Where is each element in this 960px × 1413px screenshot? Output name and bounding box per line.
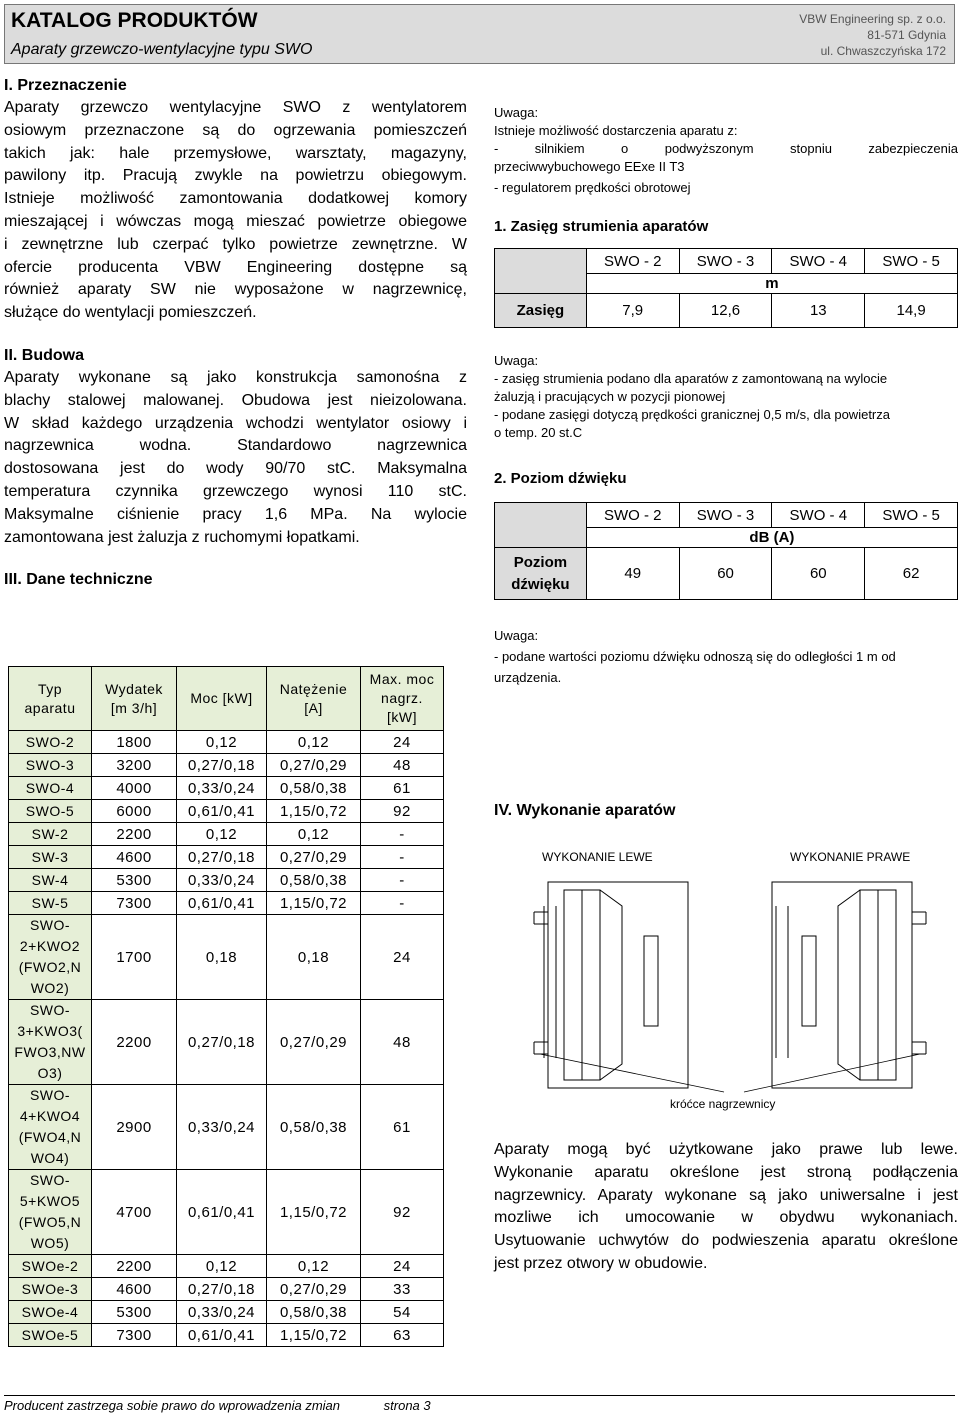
- noise-label: [495, 548, 587, 600]
- tech-current-cell: 0,27/0,29: [267, 1278, 361, 1301]
- tech-type-line: 5+KWO5: [19, 1193, 81, 1209]
- tech-power-cell: 0,27/0,18: [177, 1278, 267, 1301]
- tech-heat-cell: 24: [361, 731, 444, 754]
- tech-header-line: aparatu: [24, 699, 76, 716]
- tech-type-line: SW-5: [31, 894, 69, 911]
- label-right-version: WYKONANIE PRAWE: [790, 850, 911, 864]
- range-value: 7,9: [586, 294, 679, 328]
- tech-type-line: (FWO5,N: [18, 1214, 82, 1230]
- tech-type-line: (FWO4,N: [18, 1129, 82, 1145]
- tech-type-line: 2+KWO2: [19, 938, 81, 954]
- text-line: Aparaty wykonane są jako konstrukcja samonośna z: [4, 369, 467, 386]
- noise-model: SWO - 4: [772, 503, 865, 528]
- tech-type-cell: [9, 846, 92, 869]
- noise-model: SWO - 2: [586, 503, 679, 528]
- tech-type-cell: [9, 915, 92, 1000]
- tech-type-line: WO4): [30, 1150, 70, 1166]
- note-range-line1: - zasięg strumienia podano dla aparatów z zamontowaną na wylocie: [494, 371, 888, 386]
- tech-power-cell: 0,61/0,41: [177, 1324, 267, 1347]
- tech-header-cell: [92, 667, 177, 731]
- right-unit-drawing: [772, 882, 926, 1088]
- tech-header-cell: [177, 667, 267, 731]
- tech-heat-cell: 61: [361, 1085, 444, 1170]
- tech-type-cell: [9, 754, 92, 777]
- text-line: jest przez otwory w obudowie.: [494, 1254, 708, 1272]
- tech-type-line: SWOe-2: [21, 1257, 79, 1274]
- note-options-line4: - regulatorem prędkości obrotowej: [494, 180, 691, 195]
- section-title-construction: II. Budowa: [4, 347, 84, 364]
- range-label: Zasięg: [495, 294, 587, 328]
- footer-page-number: strona 3: [383, 1398, 431, 1413]
- tech-power-cell: 0,33/0,24: [177, 869, 267, 892]
- table-row: [9, 1085, 444, 1170]
- table-row: [9, 846, 444, 869]
- tech-heat-cell: 24: [361, 1255, 444, 1278]
- tech-header-line: Typ: [37, 680, 63, 697]
- tech-power-cell: 0,27/0,18: [177, 846, 267, 869]
- text-line: zamontowana jest żaluzja z ruchomymi łopatkami.: [4, 528, 360, 546]
- section-construction-text: [4, 367, 467, 549]
- noise-value: 60: [772, 548, 865, 600]
- versions-diagram: [494, 866, 958, 1098]
- company-postcode: 81-571 Gdynia: [867, 28, 946, 42]
- tech-current-cell: 0,12: [267, 823, 361, 846]
- note-options-line1: Istnieje możliwość dostarczenia aparatu z:: [494, 123, 738, 138]
- tech-current-cell: 1,15/0,72: [267, 800, 361, 823]
- tech-header-line: [kW]: [387, 709, 417, 725]
- tech-header-line: Wydatek: [105, 680, 163, 697]
- tech-type-line: WO2): [30, 980, 70, 996]
- section-title-tech-data: III. Dane techniczne: [4, 571, 153, 588]
- note-noise: [494, 625, 958, 688]
- table-row: [9, 754, 444, 777]
- tech-type-cell: [9, 800, 92, 823]
- tech-heat-cell: 54: [361, 1301, 444, 1324]
- noise-title: 2. Poziom dźwięku: [494, 470, 627, 487]
- tech-flow-cell: 1800: [92, 731, 177, 754]
- tech-header-line: Moc [kW]: [190, 690, 253, 706]
- note-options: [494, 104, 958, 197]
- range-model: SWO - 2: [586, 249, 679, 274]
- tech-type-line: SWO-4: [25, 779, 75, 796]
- note-options-line3: przeciwwybuchowego EExe II T3: [494, 159, 685, 174]
- tech-heat-cell: 48: [361, 754, 444, 777]
- tech-header-line: nagrz.: [381, 690, 423, 706]
- note-noise-head: Uwaga:: [494, 628, 539, 643]
- table-row: [9, 892, 444, 915]
- tech-type-line: SWO-2: [25, 733, 75, 750]
- tech-header-cell: [9, 667, 92, 731]
- tech-heat-cell: -: [361, 846, 444, 869]
- tech-flow-cell: 6000: [92, 800, 177, 823]
- text-line: mieszającej i wówczas mogą mieszać powietrze obiegowe: [4, 212, 467, 230]
- noise-model: SWO - 3: [679, 503, 772, 528]
- tech-current-cell: 1,15/0,72: [267, 892, 361, 915]
- tech-type-line: (FWO2,N: [18, 959, 82, 975]
- tech-heat-cell: 48: [361, 1000, 444, 1085]
- tech-power-cell: 0,18: [177, 915, 267, 1000]
- tech-type-line: SWO-5: [25, 802, 75, 819]
- text-line: dostosowana jest do wody 90/70 stC. Maksymalna: [4, 460, 467, 478]
- tech-power-cell: 0,61/0,41: [177, 800, 267, 823]
- tech-current-cell: 0,12: [267, 731, 361, 754]
- tech-type-cell: [9, 823, 92, 846]
- tech-type-line: SWO-3: [25, 756, 75, 773]
- note-range: [494, 352, 958, 442]
- text-line: nagrzewnica wodna. Standardowo nagrzewnica: [4, 437, 467, 455]
- note-range-line2: żaluzją i pracujących w pozycji pionowej: [494, 389, 726, 404]
- table-row: [9, 1278, 444, 1301]
- noise-value: 49: [586, 548, 679, 600]
- tech-type-cell: [9, 1255, 92, 1278]
- footer-disclaimer: Producent zastrzega sobie prawo do wprowadzenia zmian: [4, 1398, 341, 1413]
- tech-type-line: 4+KWO4: [19, 1108, 81, 1124]
- table-row: [9, 1255, 444, 1278]
- tech-heat-cell: -: [361, 869, 444, 892]
- section-title-purpose: I. Przeznaczenie: [4, 77, 127, 94]
- page-footer: [4, 1395, 955, 1413]
- tech-flow-cell: 4000: [92, 777, 177, 800]
- tech-type-cell: [9, 1324, 92, 1347]
- tech-heat-cell: -: [361, 892, 444, 915]
- noise-model: SWO - 5: [865, 503, 958, 528]
- range-model: SWO - 4: [772, 249, 865, 274]
- tech-header-row: [9, 667, 444, 731]
- noise-table: [494, 502, 958, 600]
- company-name: VBW Engineering sp. z o.o.: [799, 12, 946, 26]
- text-line: i zewnętrzne lub czerpać tylko powietrze zewnętrzne. W: [4, 235, 467, 253]
- tech-type-cell: [9, 1301, 92, 1324]
- tech-flow-cell: 2900: [92, 1085, 177, 1170]
- tech-type-line: O3): [37, 1065, 63, 1081]
- tech-current-cell: 1,15/0,72: [267, 1170, 361, 1255]
- noise-value: 62: [865, 548, 958, 600]
- tech-heat-cell: -: [361, 823, 444, 846]
- tech-type-cell: [9, 1170, 92, 1255]
- table-row: [9, 1000, 444, 1085]
- tech-flow-cell: 4700: [92, 1170, 177, 1255]
- text-line: pawilony itp. Pracują zwykle na powietrzu obiegowym.: [4, 167, 467, 185]
- tech-flow-cell: 5300: [92, 869, 177, 892]
- catalog-title: KATALOG PRODUKTÓW: [11, 9, 258, 32]
- tech-power-cell: 0,61/0,41: [177, 892, 267, 915]
- tech-flow-cell: 3200: [92, 754, 177, 777]
- tech-flow-cell: 7300: [92, 892, 177, 915]
- leader-lines: [540, 1054, 920, 1092]
- table-row: [9, 731, 444, 754]
- tech-type-line: SWO-: [29, 917, 71, 933]
- range-value: 12,6: [679, 294, 772, 328]
- tech-flow-cell: 2200: [92, 823, 177, 846]
- text-line: służące do wentylacji pomieszczeń.: [4, 304, 257, 322]
- tech-current-cell: 0,27/0,29: [267, 1000, 361, 1085]
- tech-flow-cell: 1700: [92, 915, 177, 1000]
- range-value: 14,9: [865, 294, 958, 328]
- tech-type-line: SWO-: [29, 1002, 71, 1018]
- tech-type-line: SW-3: [31, 848, 69, 865]
- text-line: temperatura czynnika grzewczego wynosi 110 stC.: [4, 482, 467, 500]
- section-title-versions: IV. Wykonanie aparatów: [494, 802, 676, 819]
- note-options-head: Uwaga:: [494, 105, 539, 120]
- label-left-version: WYKONANIE LEWE: [542, 850, 653, 864]
- range-model: SWO - 3: [679, 249, 772, 274]
- text-line: również aparaty SW nie wyposażone w nagrzewnicę,: [4, 281, 467, 299]
- table-row: [9, 1324, 444, 1347]
- tech-flow-cell: 2200: [92, 1000, 177, 1085]
- tech-type-line: WO5): [30, 1235, 70, 1251]
- tech-type-cell: [9, 777, 92, 800]
- noise-label-line2: dźwięku: [511, 575, 570, 593]
- tech-current-cell: 1,15/0,72: [267, 1324, 361, 1347]
- tech-type-cell: [9, 1000, 92, 1085]
- tech-header-line: [A]: [304, 699, 323, 716]
- text-line: osiowym przeznaczone są do ogrzewania pomieszczeń: [4, 121, 467, 139]
- tech-flow-cell: 2200: [92, 1255, 177, 1278]
- tech-type-cell: [9, 1085, 92, 1170]
- tech-heat-cell: 61: [361, 777, 444, 800]
- section-purpose-text: [4, 97, 467, 325]
- tech-header-cell: [361, 667, 444, 731]
- left-unit-drawing: [534, 882, 688, 1088]
- tech-header-line: [m 3/h]: [110, 699, 158, 716]
- catalog-subtitle: Aparaty grzewczo-wentylacyjne typu SWO: [11, 41, 313, 58]
- tech-flow-cell: 5300: [92, 1301, 177, 1324]
- section-versions-text: [494, 1139, 958, 1276]
- text-line: W skład każdego urządzenia wchodzi wentylator osiowy i: [4, 414, 467, 432]
- text-line: takich jak: hale przemysłowe, warsztaty, magazyny,: [4, 144, 467, 162]
- tech-heat-cell: 33: [361, 1278, 444, 1301]
- text-line: Istnieje możliwość zamontowania dodatkowej komory: [4, 190, 467, 208]
- table-row: [9, 777, 444, 800]
- tech-power-cell: 0,12: [177, 731, 267, 754]
- tech-type-line: SWOe-5: [21, 1326, 79, 1343]
- tech-heat-cell: 24: [361, 915, 444, 1000]
- range-model: SWO - 5: [865, 249, 958, 274]
- table-row: [9, 823, 444, 846]
- tech-data-table: [8, 666, 444, 1347]
- label-heater-stubs: króćce nagrzewnicy: [670, 1097, 776, 1111]
- tech-current-cell: 0,12: [267, 1255, 361, 1278]
- tech-current-cell: 0,27/0,29: [267, 846, 361, 869]
- tech-current-cell: 0,58/0,38: [267, 777, 361, 800]
- text-line: Maksymalne ciśnienie pracy 1,6 MPa. Na wylocie: [4, 505, 467, 523]
- tech-power-cell: 0,27/0,18: [177, 754, 267, 777]
- tech-type-line: 3+KWO3(: [17, 1023, 83, 1039]
- tech-type-line: SWOe-4: [21, 1303, 79, 1320]
- text-line: Wykonanie aparatu określone jest stroną podłączenia: [494, 1163, 958, 1181]
- tech-current-cell: 0,27/0,29: [267, 754, 361, 777]
- tech-flow-cell: 4600: [92, 1278, 177, 1301]
- range-table: [494, 248, 958, 328]
- tech-type-line: SWOe-3: [21, 1280, 79, 1297]
- note-options-line2: - silnikiem o podwyższonym stopniu zabezpieczenia: [494, 141, 958, 156]
- company-street: ul. Chwaszczyńska 172: [820, 44, 946, 58]
- tech-power-cell: 0,12: [177, 823, 267, 846]
- text-line: Usytuowanie uchwytów do podwieszenia aparatu określone: [494, 1232, 958, 1250]
- tech-power-cell: 0,61/0,41: [177, 1170, 267, 1255]
- tech-type-cell: [9, 892, 92, 915]
- tech-power-cell: 0,12: [177, 1255, 267, 1278]
- tech-header-cell: [267, 667, 361, 731]
- text-line: mozliwe ich umocowanie w obydwu wykonaniach.: [494, 1209, 958, 1227]
- range-unit: m: [586, 274, 957, 294]
- note-noise-line2: urządzenia.: [494, 670, 562, 685]
- tech-power-cell: 0,27/0,18: [177, 1000, 267, 1085]
- tech-flow-cell: 7300: [92, 1324, 177, 1347]
- tech-type-cell: [9, 1278, 92, 1301]
- tech-current-cell: 0,18: [267, 915, 361, 1000]
- text-line: nagrzewnicy. Aparaty wykonane są jako uniwersalne i jest: [494, 1186, 958, 1204]
- note-range-line3: - podane zasięgi dotyczą prędkości granicznej 0,5 m/s, dla powietrza: [494, 407, 890, 422]
- range-value: 13: [772, 294, 865, 328]
- tech-heat-cell: 92: [361, 1170, 444, 1255]
- tech-type-cell: [9, 731, 92, 754]
- tech-current-cell: 0,58/0,38: [267, 869, 361, 892]
- tech-type-cell: [9, 869, 92, 892]
- table-row: [9, 869, 444, 892]
- noise-value: 60: [679, 548, 772, 600]
- noise-label-line1: Poziom: [513, 553, 568, 571]
- tech-type-line: SWO-: [29, 1087, 71, 1103]
- page-header: [4, 4, 955, 64]
- tech-header-line: Natężenie: [279, 680, 348, 697]
- company-address: [799, 11, 946, 59]
- tech-power-cell: 0,33/0,24: [177, 777, 267, 800]
- tech-type-line: SW-2: [31, 825, 69, 842]
- range-title: 1. Zasięg strumienia aparatów: [494, 218, 709, 235]
- note-range-line4: o temp. 20 st.C: [494, 425, 583, 440]
- text-line: blachy stalowej malowanej. Obudowa jest nieizolowana.: [4, 391, 467, 409]
- tech-heat-cell: 63: [361, 1324, 444, 1347]
- table-row: [9, 1170, 444, 1255]
- table-row: [9, 1301, 444, 1324]
- tech-power-cell: 0,33/0,24: [177, 1085, 267, 1170]
- tech-heat-cell: 92: [361, 800, 444, 823]
- tech-power-cell: 0,33/0,24: [177, 1301, 267, 1324]
- tech-current-cell: 0,58/0,38: [267, 1085, 361, 1170]
- tech-header-line: Max. moc: [369, 671, 435, 687]
- text-line: Aparaty grzewczo wentylacyjne SWO z wentylatorem: [4, 99, 467, 116]
- tech-type-line: SWO-: [29, 1172, 71, 1188]
- tech-current-cell: 0,58/0,38: [267, 1301, 361, 1324]
- text-line: Aparaty mogą być użytkowane jako prawe lub lewe.: [494, 1141, 958, 1158]
- text-line: ofercie producenta VBW Engineering dostępne są: [4, 258, 467, 276]
- tech-type-line: SW-4: [31, 871, 69, 888]
- table-row: [9, 800, 444, 823]
- note-noise-line1: - podane wartości poziomu dźwięku odnoszą się do odległości 1 m od: [494, 649, 896, 664]
- note-range-head: Uwaga:: [494, 353, 539, 368]
- table-row: [9, 915, 444, 1000]
- tech-flow-cell: 4600: [92, 846, 177, 869]
- tech-type-line: FWO3,NW: [14, 1044, 86, 1060]
- noise-unit: dB (A): [586, 528, 957, 548]
